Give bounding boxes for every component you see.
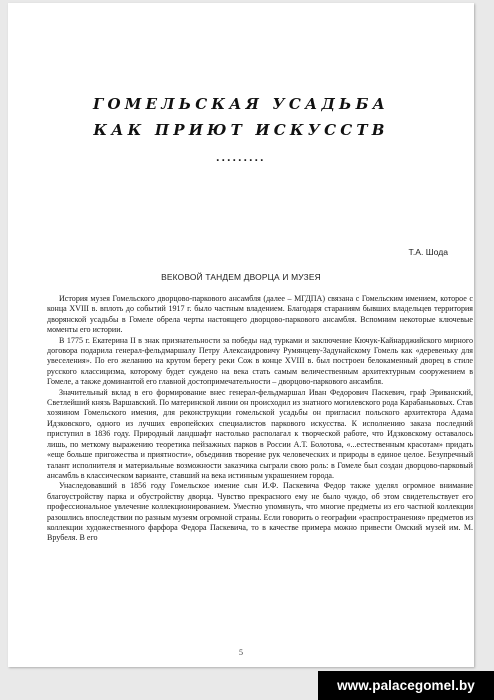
section-heading: ВЕКОВОЙ ТАНДЕМ ДВОРЦА И МУЗЕЯ [161, 272, 321, 282]
paragraph: В 1775 г. Екатерина II в знак признательности за победы над турками и заключение Кючук-Кайнарджийского мирного договора подарила генерал-фельдмаршалу Петру Александровичу Румянцеву-Задунайскому Гомель как «деревеньку для увеселения». По его желанию на крутом берегу реки Сож в конце XVIII в. был построен белокаменный дворец в стиле русского классицизма, которому будет суждено на века стать самым величественным архитектурным сооружением в Гомеле, а также доминантой его главной достопримечательности – дворцово-паркового ансамбля. [47, 335, 473, 387]
author-name: Т.А. Шода [408, 247, 448, 257]
title-line-1: ГОМЕЛЬСКАЯ УСАДЬБА [92, 95, 390, 113]
website-link[interactable]: www.palacegomel.by [318, 671, 494, 700]
paragraph: Значительный вклад в его формирование внес генерал-фельдмаршал Иван Федорович Паскевич, граф Эриванский, Светлейший князь Варшавский. По материнской линии он происходил из знатного могилевского рода Карабаньковых. Став хозяином Гомельского имения, для реконструкции гомельской усадьбы он пригласил польского архитектора Адама Идзковского, одного из лучших европейских специалистов паркового искусства. К исполнению заказа последний приступил в 1836 году. Природный ландшафт настолько располагал к творческой работе, что Идзковскому оставалось лишь, по меткому выражению теоретика пейзажных парков в России А.Т. Болотова, «...естественным красотам» придать «еще больше пригожества и приятности», объединив творение рук человеческих и природы в единое целое. Безупречный талант исполнителя и материальные возможности заказчика сыграли свою роль: в Гомеле был создан дворцово-парковый ансамбль в классическом варианте, ставший на века истинным украшением города. [47, 387, 473, 480]
title-ornament: ......... [216, 150, 266, 164]
page-number: 5 [239, 648, 243, 657]
paragraph: Унаследовавший в 1856 году Гомельское имение сын И.Ф. Паскевича Федор также уделял огромное внимание благоустройству парка и обустройству дворца. Чувство прекрасного ему не было чуждо, об этом свидетельствует его профессиональное увлечение коллекционированием. Уместно упомянуть, что многие предметы из его частной коллекции разошлись впоследствии по разным музеям огромной страны. Если говорить о географии «распространения» предметов из коллекции художественного фарфора Федора Паскевича, то в качестве примера можно привести Омский музей им. М. Врубеля. В его [47, 481, 473, 543]
article-body [47, 294, 473, 544]
document-page [8, 3, 474, 667]
paragraph: История музея Гомельского дворцово-паркового ансамбля (далее – МГДПА) связана с Гомельским имением, которое с конца XVIII в. вплоть до событий 1917 г. было частным владением. Благодаря стараниям бывших владельцев территория дворянской усадьбы в Гомеле обрела черты настоящего дворцово-паркового ансамбля. Вспомним некоторые ключевые моменты его истории. [47, 294, 473, 335]
title-line-2: КАК ПРИЮТ ИСКУССТВ [93, 121, 389, 139]
